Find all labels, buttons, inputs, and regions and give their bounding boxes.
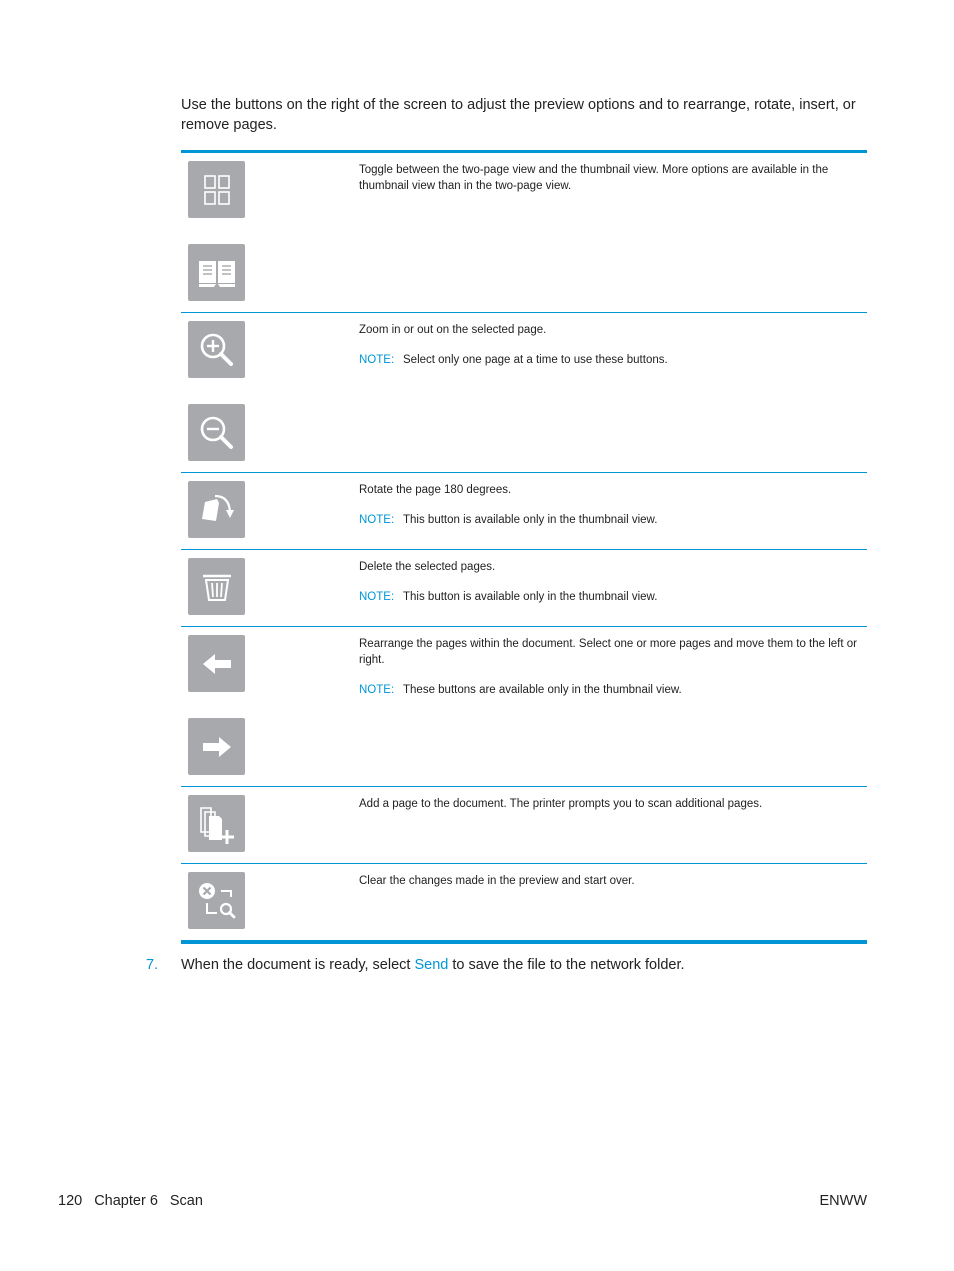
rotate-button[interactable] [188,481,245,538]
two-page-view-button[interactable] [188,244,245,301]
table-row [181,627,867,787]
zoom-in-icon [195,328,239,372]
row-description: Rotate the page 180 degrees. [359,484,512,496]
move-left-button[interactable] [188,635,245,692]
intro-paragraph: Use the buttons on the right of the screen to adjust the preview options and to rearrange, rotate, insert, or remove pages. [181,97,856,133]
clear-changes-icon [195,879,239,923]
thumbnail-view-icon [195,168,239,212]
delete-button[interactable] [188,558,245,615]
zoom-in-button[interactable] [188,321,245,378]
footer-right: ENWW [819,1193,867,1209]
note-text: This button is available only in the thumbnail view. [403,514,658,526]
step-text-before: When the document is ready, select [181,957,415,973]
arrow-right-icon [195,725,239,769]
section-label: Scan [169,1193,203,1209]
note-text: Select only one page at a time to use these buttons. [403,354,668,366]
row-description: Toggle between the two-page view and the thumbnail view. More options are available in the thumbnail view than in the two-page view. [359,164,829,192]
row-description: Zoom in or out on the selected page. [359,324,547,336]
note-text: This button is available only in the thumbnail view. [403,591,658,603]
step-number: 7. [146,957,159,973]
note-label: NOTE: [359,354,395,366]
add-page-icon [195,802,239,846]
step-text-after: to save the file to the network folder. [448,957,685,973]
add-page-button[interactable] [188,795,245,852]
move-right-button[interactable] [188,718,245,775]
row-description: Clear the changes made in the preview and start over. [359,875,635,887]
arrow-left-icon [195,642,239,686]
table-row [181,787,867,864]
table-row [181,473,867,550]
zoom-out-button[interactable] [188,404,245,461]
trash-icon [195,565,239,609]
chapter-label: Chapter 6 [94,1193,158,1209]
zoom-out-icon [195,411,239,455]
note [359,352,867,368]
note-label: NOTE: [359,591,395,603]
table-row [181,550,867,627]
table-row [181,313,867,473]
note [359,682,867,698]
two-page-view-icon [195,251,239,295]
button-reference-table [181,150,867,944]
send-link[interactable]: Send [414,957,449,973]
clear-changes-button[interactable] [188,872,245,929]
rotate-icon [195,488,239,532]
row-description: Delete the selected pages. [359,561,496,573]
page-number: 120 [58,1193,83,1209]
footer-left [58,1193,215,1209]
note-label: NOTE: [359,684,395,696]
row-description: Add a page to the document. The printer prompts you to scan additional pages. [359,798,763,810]
thumbnail-view-button[interactable] [188,161,245,218]
table-row [181,864,867,940]
table-row [181,153,867,313]
row-description: Rearrange the pages within the document. Select one or more pages and move them to the left or right. [359,638,857,666]
note-text: These buttons are available only in the thumbnail view. [403,684,682,696]
note-label: NOTE: [359,514,395,526]
note [359,589,867,605]
note [359,512,867,528]
